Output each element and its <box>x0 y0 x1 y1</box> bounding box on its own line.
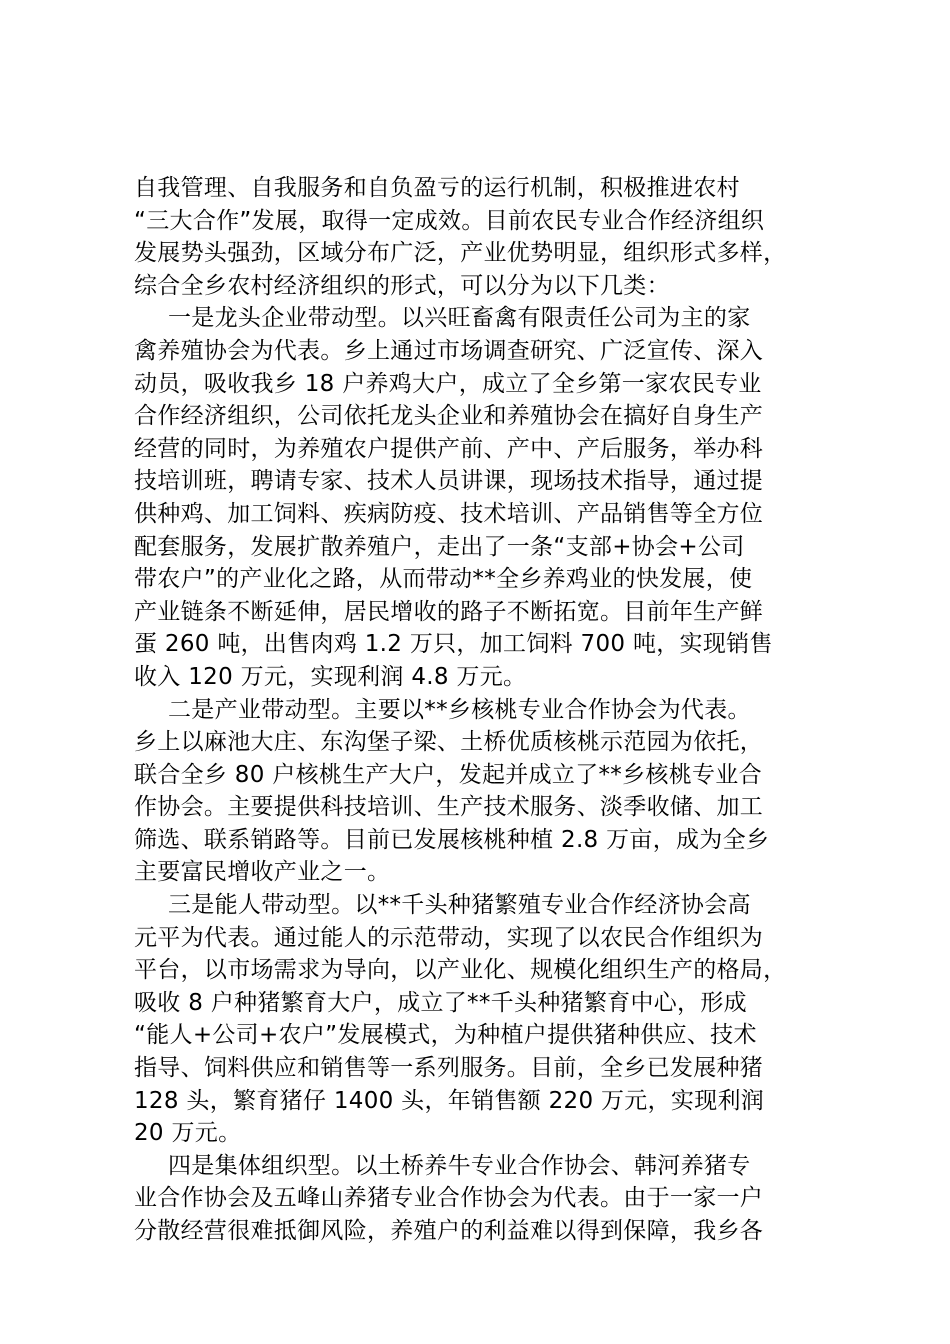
text-line: 主要富民增收产业之一。 <box>134 859 391 886</box>
text-line: 指导、饲料供应和销售等一系列服务。目前，全乡已发展种猪 <box>134 1055 764 1082</box>
text-line: 20 万元。 <box>134 1120 242 1147</box>
text-line: 乡上以麻池大庄、东沟堡子梁、土桥优质核桃示范园为依托， <box>134 729 764 756</box>
text-line: 动员，吸收我乡 18 户养鸡大户，成立了全乡第一家农民专业 <box>134 370 762 397</box>
text-line: 收入 120 万元，实现利润 4.8 万元。 <box>134 663 527 690</box>
text-line: 禽养殖协会为代表。乡上通过市场调查研究、广泛宣传、深入 <box>134 337 764 364</box>
paragraph-start-line: 一是龙头企业带动型。以兴旺畜禽有限责任公司为主的家 <box>168 305 751 332</box>
text-line: 联合全乡 80 户核桃生产大户，发起并成立了**乡核桃专业合 <box>134 761 762 788</box>
text-line: 发展势头强劲，区域分布广泛，产业优势明显，组织形式多样， <box>134 240 787 267</box>
text-line: 带农户”的产业化之路，从而带动**全乡养鸡业的快发展，使 <box>134 566 753 593</box>
paragraph-start-line: 二是产业带动型。主要以**乡核桃专业合作协会为代表。 <box>168 696 751 723</box>
text-line: 蛋 260 吨，出售肉鸡 1.2 万只，加工饲料 700 吨，实现销售 <box>134 631 773 658</box>
text-line: 供种鸡、加工饲料、疾病防疫、技术培训、产品销售等全方位 <box>134 500 764 527</box>
text-line: 业合作协会及五峰山养猪专业合作协会为代表。由于一家一户 <box>134 1185 764 1212</box>
text-line: 分散经营很难抵御风险，养殖户的利益难以得到保障，我乡各 <box>134 1218 764 1244</box>
text-line: 筛选、联系销路等。目前已发展核桃种植 2.8 万亩，成为全乡 <box>134 826 770 853</box>
text-line: 配套服务，发展扩散养殖户，走出了一条“支部+协会+公司 <box>134 533 745 560</box>
text-line: 128 头，繁育猪仔 1400 头，年销售额 220 万元，实现利润 <box>134 1087 765 1114</box>
text-line: 合作经济组织，公司依托龙头企业和养殖协会在搞好自身生产 <box>134 403 764 430</box>
text-line: 技培训班，聘请专家、技术人员讲课，现场技术指导，通过提 <box>134 468 764 495</box>
paragraph-start-line: 三是能人带动型。以**千头种猪繁殖专业合作经济协会高 <box>168 892 751 919</box>
paragraph-start-line: 四是集体组织型。以土桥养牛专业合作协会、韩河养猪专 <box>168 1152 751 1179</box>
text-line: “能人+公司+农户”发展模式，为种植户提供猪种供应、技术 <box>134 1022 757 1049</box>
text-line: 综合全乡农村经济组织的形式，可以分为以下几类： <box>134 272 670 299</box>
text-line: 吸收 8 户种猪繁育大户，成立了**千头种猪繁育中心，形成 <box>134 989 747 1016</box>
text-line: 元平为代表。通过能人的示范带动，实现了以农民合作组织为 <box>134 924 764 951</box>
text-line: 自我管理、自我服务和自负盈亏的运行机制，积极推进农村 <box>134 175 740 201</box>
text-line: “三大合作”发展，取得一定成效。目前农民专业合作经济组织 <box>134 207 765 234</box>
text-line: 平台，以市场需求为导向，以产业化、规模化组织生产的格局， <box>134 957 787 984</box>
document-body <box>134 172 854 1248</box>
text-line: 经营的同时，为养殖农户提供产前、产中、产后服务，举办科 <box>134 435 764 462</box>
text-line: 作协会。主要提供科技培训、生产技术服务、淡季收储、加工 <box>134 794 764 821</box>
text-line: 产业链条不断延伸，居民增收的路子不断拓宽。目前年生产鲜 <box>134 598 764 625</box>
